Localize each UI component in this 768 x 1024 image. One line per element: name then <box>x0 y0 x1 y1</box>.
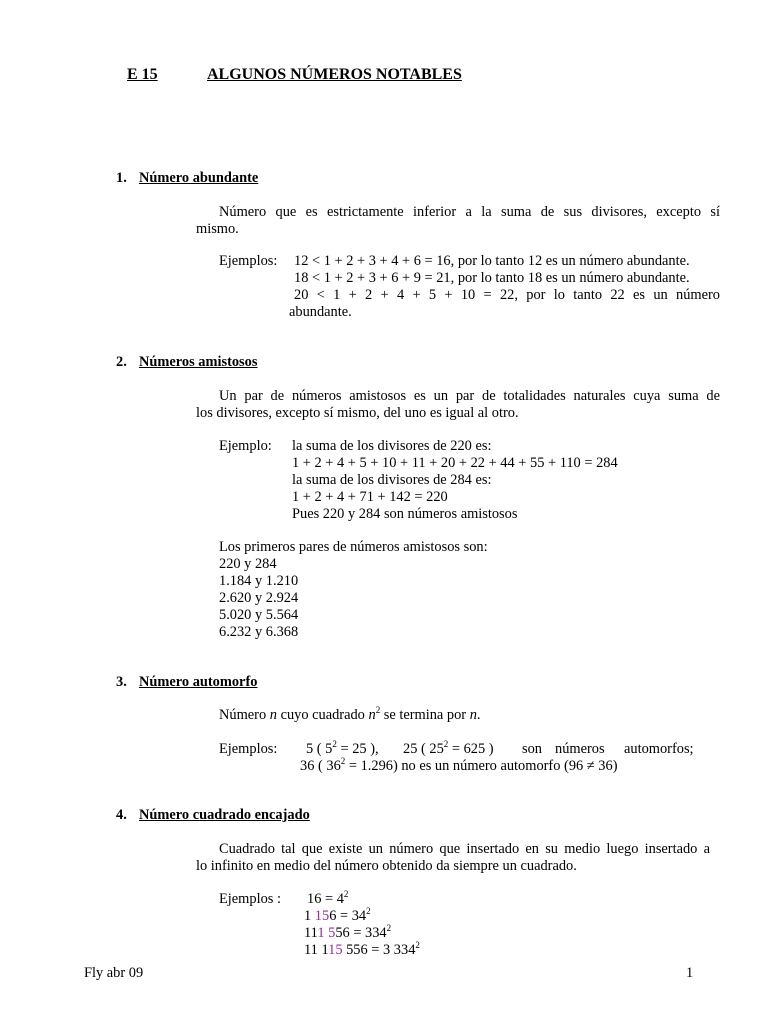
section-2-line-3: la suma de los divisores de 284 es: <box>292 472 492 488</box>
section-4-paragraph-line-1: Cuadrado tal que existe un número que insertado en su medio luego insertado a <box>219 841 710 857</box>
section-3-example-1c: son <box>522 741 542 757</box>
section-3-number: 3. <box>116 674 127 690</box>
section-4-row-1: $16 = 4^2$ <box>307 889 349 907</box>
section-1-example-1: 12 < 1 + 2 + 3 + 4 + 6 = 16, por lo tanto 12 es un número abundante. <box>294 253 690 269</box>
pair-item: 220 y 284 <box>219 556 277 572</box>
section-2-line-5: Pues 220 y 284 son números amistosos <box>292 506 518 522</box>
section-2-line-4: 1 + 2 + 4 + 71 + 142 = 220 <box>292 489 448 505</box>
section-2-number: 2. <box>116 354 127 370</box>
section-1-paragraph-line-2: mismo. <box>196 221 239 237</box>
section-2-heading: Números amistosos <box>139 354 258 370</box>
section-1-heading: Número abundante <box>139 170 259 186</box>
pair-item: 1.184 y 1.210 <box>219 573 299 589</box>
section-3-example-1b: 25 ( $25^2 = 625$ ) <box>403 739 494 757</box>
section-3-examples-label: Ejemplos: <box>219 741 278 757</box>
section-2-paragraph-line-2: los divisores, excepto sí mismo, del uno es igual al otro. <box>196 405 519 421</box>
section-4-row-3: 111 $556 = 334^2$ <box>304 923 392 941</box>
section-2-line-2: 1 + 2 + 4 + 5 + 10 + 11 + 20 + 22 + 44 + 55 + 110 = 284 <box>292 455 618 471</box>
section-2-example-label: Ejemplo: <box>219 438 272 454</box>
doc-title: ALGUNOS NÚMEROS NOTABLES <box>207 66 462 83</box>
section-4-paragraph-line-2: lo infinito en medio del número obtenido da siempre un cuadrado. <box>196 858 577 874</box>
section-4-heading: Número cuadrado encajado <box>139 807 310 823</box>
pair-item: 6.232 y 6.368 <box>219 624 299 640</box>
section-1-example-3: 20 < 1 + 2 + 4 + 5 + 10 = 22, por lo tanto 22 es un número <box>294 287 720 303</box>
section-4-row-4: 11 115 556 = 3 $334^2$ <box>304 940 420 958</box>
section-1-examples-label: Ejemplos: <box>219 253 278 269</box>
footer-left: Fly abr 09 <box>84 965 144 981</box>
section-4-examples-label: Ejemplos : <box>219 891 281 907</box>
doc-code: E 15 <box>127 66 158 83</box>
section-3-example-1e: automorfos; <box>624 741 694 757</box>
section-1-example-2: 18 < 1 + 2 + 3 + 6 + 9 = 21, por lo tanto 18 es un número abundante. <box>294 270 690 286</box>
section-4-number: 4. <box>116 807 127 823</box>
section-2-paragraph-line-1: Un par de números amistosos es un par de totalidades naturales cuya suma de <box>219 388 720 404</box>
section-3-example-1d: números <box>555 741 605 757</box>
section-3-definition: Número n cuyo cuadrado $n^2$ se termina por n. <box>219 705 481 723</box>
section-1-number: 1. <box>116 170 127 186</box>
page-number: 1 <box>686 965 694 981</box>
section-3-heading: Número automorfo <box>139 674 258 690</box>
section-1-paragraph-line-1: Número que es estrictamente inferior a la suma de sus divisores, excepto sí <box>219 204 720 220</box>
section-3-example-1a: 5 ( $5^2 = 25$ ), <box>306 739 379 757</box>
section-2-pairs-intro: Los primeros pares de números amistosos son: <box>219 539 488 555</box>
pair-item: 2.620 y 2.924 <box>219 590 299 606</box>
section-1-example-3-cont: abundante. <box>289 304 352 320</box>
section-3-example-2: 36 ( $36^2 = 1.296$) no es un número automorfo (96 ≠ 36) <box>300 756 618 774</box>
pair-item: 5.020 y 5.564 <box>219 607 299 623</box>
section-2-line-1: la suma de los divisores de 220 es: <box>292 438 492 454</box>
section-4-row-2: 1 $156 = 34^2$ <box>304 906 371 924</box>
